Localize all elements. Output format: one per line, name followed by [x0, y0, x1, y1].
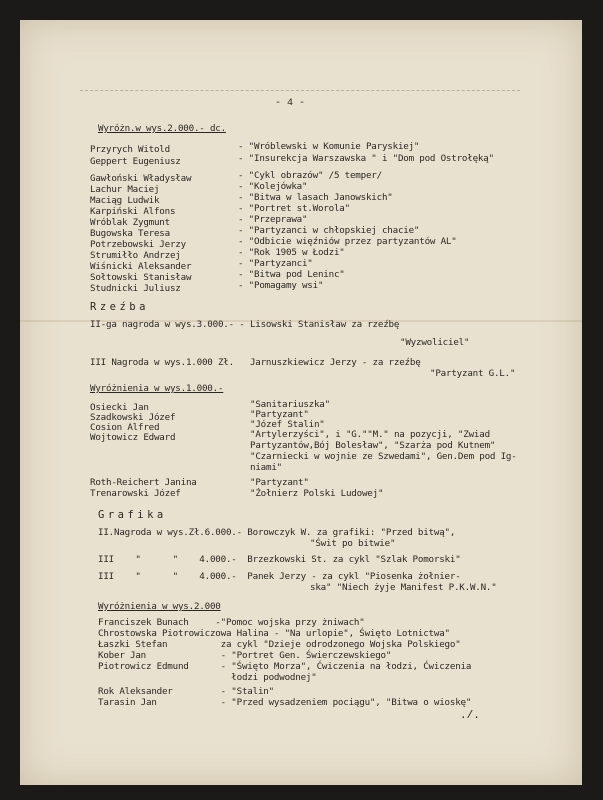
work-row: "Partyzant": [250, 409, 309, 420]
work-row: "Józef Stalin": [250, 419, 325, 430]
name-row: Maciąg Ludwik: [90, 195, 160, 206]
work-row: - "Rok 1905 w Łodzi": [238, 247, 345, 258]
work-row: - "Bitwa pod Leninc": [238, 269, 345, 280]
name-row: Gawłoński Władysław: [90, 173, 192, 184]
work-row: - "Insurekcja Warszawska " i "Dom pod Ostrołęką": [238, 153, 494, 164]
section-heading-painting-awards: Wyróżn.w wys.2.000.- dc.: [98, 123, 226, 134]
name-row: Lachur Maciej: [90, 184, 160, 195]
work-row: - "Kolejówka": [238, 181, 308, 192]
work-row: "Czarniecki w wojnie ze Szwedami", Gen.Dem pod Ig-: [250, 451, 517, 462]
work-row: - "Odbicie więźniów przez partyzantów AL": [238, 236, 457, 247]
award-line: Piotrowicz Edmund - "Święto Morza", Ćwiczenia na łodzi, Ćwiczenia: [98, 661, 472, 672]
name-row: Geppert Eugeniusz: [90, 156, 181, 167]
award-line: III " " 4.000.- Panek Jerzy - za cykl "Piosenka żołnier-: [98, 571, 461, 582]
name-row: Cosion Alfred: [90, 422, 160, 433]
work-row: - "Pomagamy wsi": [238, 280, 324, 291]
award-line: III Nagroda w wys.1.000 Zł. Jarnuszkiewicz Jerzy - za rzeźbę: [90, 357, 421, 368]
work-row: - "Wróblewski w Komunie Paryskiej": [238, 141, 420, 152]
name-row: Przyrych Witold: [90, 144, 170, 155]
award-line: Tarasin Jan - "Przed wysadzeniem pociągu", "Bitwa o wioskę": [98, 697, 472, 708]
name-row: Wróblak Zygmunt: [90, 217, 170, 228]
award-line: "Wyzwoliciel": [400, 337, 470, 348]
work-row: - "Cykl obrazów" /5 temper/: [238, 170, 382, 181]
award-line: "Świt po bitwie": [310, 538, 396, 549]
name-row: Osiecki Jan: [90, 402, 149, 413]
work-row: - "Portret st.Worola": [238, 203, 350, 214]
work-row: "Artylerzyści", i "G.""M." na pozycji, "Zwiad: [250, 429, 490, 440]
work-row: Partyzantów,Bój Bolesław", "Szarża pod Kutnem": [250, 440, 496, 451]
work-row: - "Partyzanci w chłopskiej chacie": [238, 225, 420, 236]
document-sheet: [20, 20, 582, 785]
name-row: Wiśnicki Aleksander: [90, 261, 192, 272]
page-number: - 4 -: [275, 98, 306, 109]
work-row: "Żołnierz Polski Ludowej": [250, 488, 384, 499]
award-line: Chrostowska Piotrowiczowa Halina - "Na urlopie", Święto Lotnictwa": [98, 628, 450, 639]
work-row: - "Partyzanci": [238, 258, 313, 269]
work-row: "Partyzant": [250, 477, 309, 488]
name-row: Potrzebowski Jerzy: [90, 239, 186, 250]
name-row: Trenarowski Józef: [90, 488, 181, 499]
top-rule: [80, 90, 520, 91]
award-line: III " " 4.000.- Brzezkowski St. za cykl "Szlak Pomorski": [98, 554, 461, 565]
name-row: Szadkowski Józef: [90, 412, 176, 423]
name-row: Wojtowicz Edward: [90, 432, 176, 443]
name-row: Sołtowski Stanisław: [90, 272, 192, 283]
award-line: II-ga nagroda w wys.3.000.- - Lisowski Stanisław za rzeźbę: [90, 319, 400, 330]
work-row: - "Bitwa w lasach Janowskich": [238, 192, 393, 203]
section-heading-final-distinctions: Wyróżnienia w wys.2.000: [98, 601, 221, 612]
name-row: Bugowska Teresa: [90, 228, 170, 239]
section-heading-graphics: Grafika: [98, 509, 167, 521]
name-row: Roth-Reichert Janina: [90, 477, 197, 488]
award-line: łodzi podwodnej": [98, 672, 317, 683]
section-heading-sculpture: Rzeźba: [90, 301, 149, 313]
end-mark: ./.: [460, 710, 480, 722]
award-line: "Partyzant G.L.": [430, 368, 516, 379]
work-row: "Sanitariuszka": [250, 399, 330, 410]
award-line: Franciszek Bunach -"Pomoc wojska przy żniwach": [98, 617, 365, 628]
work-row: niami": [250, 462, 282, 473]
work-row: - "Przeprawa": [238, 214, 308, 225]
name-row: Studnicki Juliusz: [90, 283, 181, 294]
section-heading-distinctions: Wyróżnienia w wys.1.000.-: [90, 383, 224, 394]
award-line: Kober Jan - "Portret Gen. Świerczewskiego": [98, 650, 392, 661]
award-line: II.Nagroda w wys.Zł.6.000.- Borowczyk W. za grafiki: "Przed bitwą",: [98, 527, 456, 538]
name-row: Strumiłło Andrzej: [90, 250, 181, 261]
name-row: Karpiński Alfons: [90, 206, 176, 217]
award-line: ska" "Niech żyje Manifest P.K.W.N.": [310, 582, 497, 593]
award-line: Rok Aleksander - "Stalin": [98, 686, 274, 697]
award-line: Łaszki Stefan za cykl "Dzieje odrodzonego Wojska Polskiego": [98, 639, 461, 650]
